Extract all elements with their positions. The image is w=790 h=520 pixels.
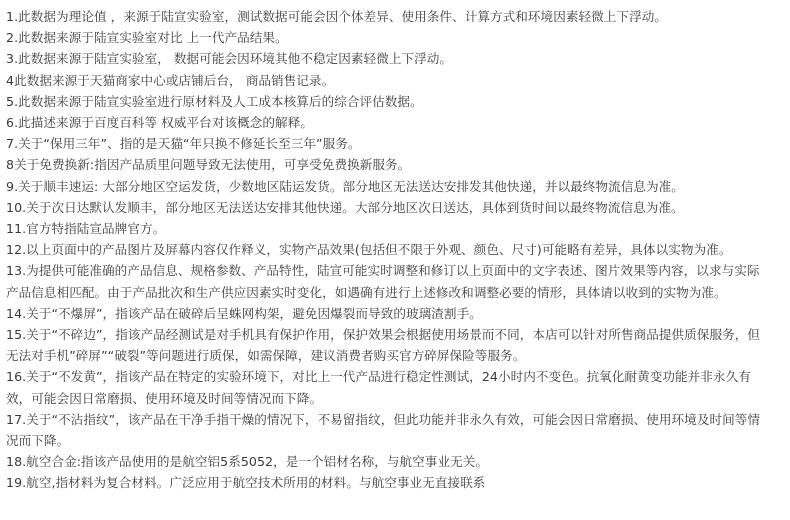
note-item: 7.关于“保用三年”、指的是天猫“年只换不修延长至三年”服务。 bbox=[6, 136, 361, 152]
disclaimer-notes-list bbox=[6, 6, 766, 494]
note-item: 6.此描述来源于百度百科等 权威平台对该概念的解释。 bbox=[6, 115, 313, 131]
note-item: 18.航空合金:指该产品使用的是航空铝5系5052，是一个铝材名称，与航空事业无关。 bbox=[6, 454, 489, 470]
note-item: 19.航空,指材料为复合材料。广泛应用于航空技术所用的材料。与航空事业无直接联系 bbox=[6, 475, 486, 491]
note-item: 12.以上页面中的产品图片及屏幕内容仅作释义，实物产品效果(包括但不限于外观、颜色、尺寸)可能略有差异，具体以实物为准。 bbox=[6, 242, 732, 258]
note-item: 3.此数据来源于陆宣实验室， 数据可能会因环境其他不稳定因素轻微上下浮动。 bbox=[6, 51, 453, 67]
note-item: 5.此数据来源于陆宣实验室进行原材料及人工成本核算后的综合评估数据。 bbox=[6, 93, 423, 109]
note-item: 11.官方特指陆宣品牌官方。 bbox=[6, 221, 166, 237]
note-item: 14.关于“不爆屏”，指该产品在破碎后呈蛛网构架，避免因爆裂而导致的玻璃渣割手。 bbox=[6, 305, 482, 321]
note-item: 8关于免费换新:指因产品质里问题导致无法使用，可享受免费换新服务。 bbox=[6, 157, 411, 173]
note-item: 1.此数据为理论值 ，来源于陆宣实验室，测试数据可能会因个体差异、使用条件、计算方式和环境因素轻微上下浮动。 bbox=[6, 9, 667, 24]
note-item: 10.关于次日达默认发顺丰，部分地区无法送达安排其他快递。大部分地区次日送达，具体到货时间以最终物流信息为准。 bbox=[6, 199, 684, 215]
note-item: 15.关于“不碎边”，指该产品经测试是对手机具有保护作用，保护效果会根据使用场景而不同，本店可以针对所售商品提供质保服务，但无法对手机”碎屏”“破裂”等问题进行质保，如需保障，建议消费者购买官方碎屏保险等服务。 bbox=[6, 327, 761, 364]
note-item: 13.为提供可能准确的产品信息、规格参数、产品特性，陆宣可能实时调整和修订以上页面中的文字表述、图片效果等内容，以求与实际产品信息相匹配。由于产品批次和生产供应因素实时变化，如遇确有进行上述修改和调整必要的情形，具体请以收到的实物为准。 bbox=[6, 263, 760, 300]
note-item: 2.此数据来源于陆宣实验室对比 上一代产品结果。 bbox=[6, 30, 288, 46]
note-item: 17.关于“不沾指纹”，该产品在干净手指干燥的情况下，不易留指纹，但此功能并非永久有效，可能会因日常磨损、使用环境及时间等情况而下降。 bbox=[6, 411, 761, 449]
note-item: 4此数据来源于天猫商家中心或店铺后台， 商品销售记录。 bbox=[6, 72, 335, 88]
note-item: 16.关于“不发黄”，指该产品在特定的实验环境下，对比上一代产品进行稳定性测试，24小时内不变色。抗氧化耐黄变功能并非永久有效，可能会因日常磨损、使用环境及时间等情况而下降。 bbox=[6, 369, 751, 406]
note-item: 9.关于顺丰速运: 大部分地区空运发货，少数地区陆运发货。部分地区无法送达安排发其他快递，并以最终物流信息为准。 bbox=[6, 178, 684, 194]
